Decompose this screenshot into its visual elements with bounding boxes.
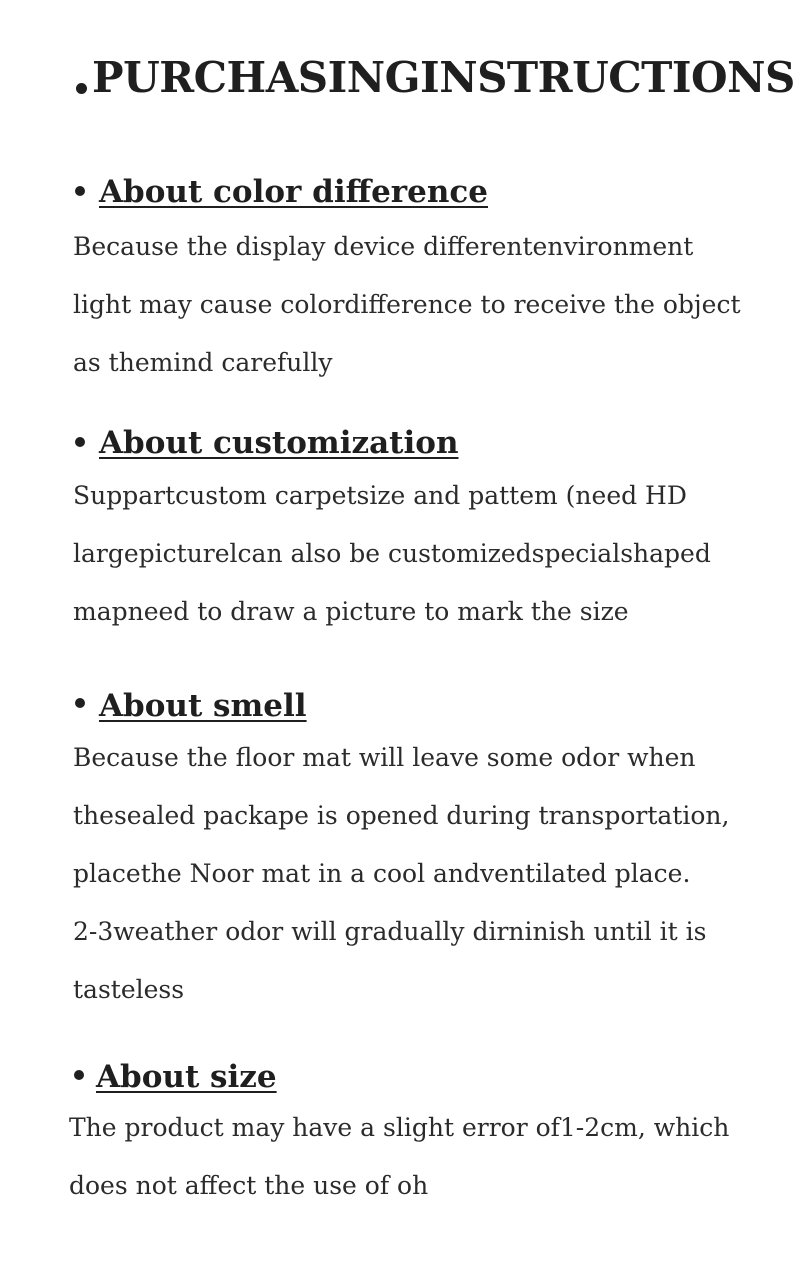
body-line: largepicturelcan also be customizedspecialshaped bbox=[73, 539, 711, 568]
section-body bbox=[69, 1099, 749, 1215]
body-line: 2-3weather odor will gradually dirninish until it is bbox=[73, 917, 707, 946]
body-line: mapneed to draw a picture to mark the size bbox=[73, 597, 629, 626]
body-line: does not affect the use of oh bbox=[69, 1171, 429, 1200]
section-heading: About color difference bbox=[99, 174, 488, 210]
bullet-icon bbox=[75, 186, 85, 196]
body-line: Because the floor mat will leave some odor when bbox=[73, 743, 696, 772]
page-title-text: PURCHASINGINSTRUCTIONS bbox=[92, 53, 795, 102]
section-heading: About size bbox=[96, 1059, 277, 1095]
body-line: placethe Noor mat in a cool andventilated place. bbox=[73, 859, 691, 888]
section-heading: About smell bbox=[99, 688, 307, 724]
bullet-icon bbox=[75, 437, 85, 447]
section-body bbox=[73, 729, 753, 1019]
body-line: light may cause colordifference to receive the object bbox=[73, 290, 741, 319]
page-title bbox=[76, 50, 795, 106]
bullet-icon bbox=[74, 1070, 84, 1080]
body-line: Because the display device differentenvironment bbox=[73, 232, 694, 261]
section-body bbox=[73, 218, 753, 392]
body-line: as themind carefully bbox=[73, 348, 333, 377]
body-line: Suppartcustom carpetsize and pattem (need HD bbox=[73, 481, 687, 510]
body-line: thesealed packape is opened during transportation, bbox=[73, 801, 730, 830]
section-heading: About customization bbox=[99, 425, 459, 461]
body-line: tasteless bbox=[73, 975, 185, 1004]
bullet-icon bbox=[75, 698, 85, 708]
title-bullet-icon bbox=[76, 83, 87, 94]
section-body bbox=[73, 467, 753, 641]
body-line: The product may have a slight error of1-2cm, which bbox=[69, 1113, 730, 1142]
